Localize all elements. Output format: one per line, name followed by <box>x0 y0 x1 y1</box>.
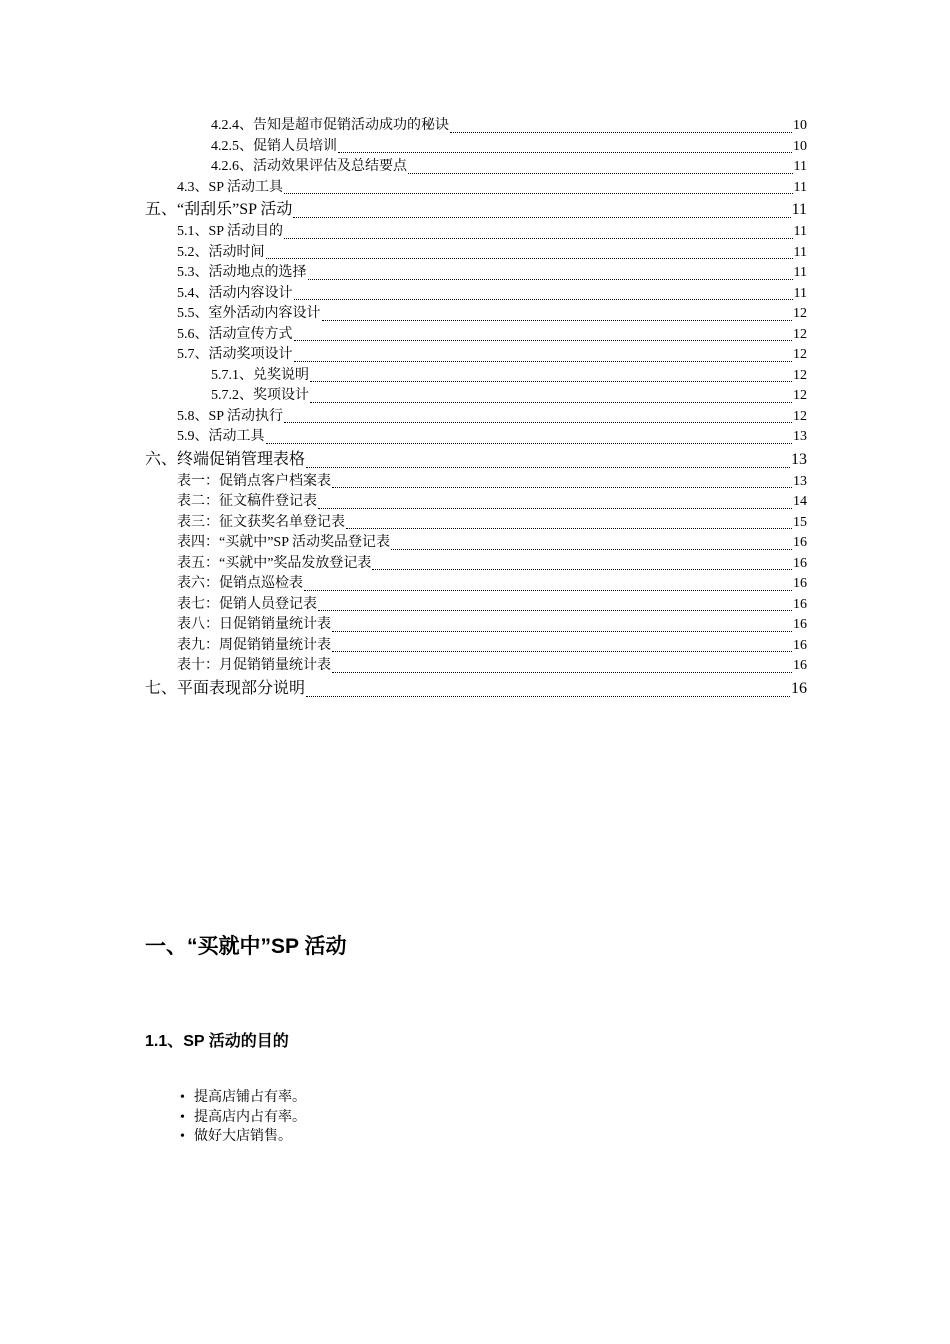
toc-entry-page-number: 11 <box>793 285 807 301</box>
toc-entry-label: 4.2.4、告知是超市促销活动成功的秘诀 <box>211 118 449 133</box>
toc-entry-page-number: 13 <box>791 450 807 468</box>
toc-entry[interactable] <box>0 656 807 677</box>
toc-entry[interactable] <box>0 116 807 137</box>
toc-entry-page-number: 16 <box>793 535 807 550</box>
toc-entry[interactable] <box>0 427 807 448</box>
toc-entry-page-number: 12 <box>793 388 807 403</box>
toc-entry-label: 5.1、SP 活动目的 <box>177 224 284 239</box>
toc-entry-label: 表四：“买就中”SP 活动奖品登记表 <box>177 535 390 550</box>
toc-entry[interactable] <box>0 198 807 222</box>
toc-entry[interactable] <box>0 492 807 513</box>
toc-entry-page-number: 11 <box>793 265 807 280</box>
toc-entry-label: 4.2.6、活动效果评估及总结要点 <box>211 159 407 174</box>
toc-entry-label: 五、“刮刮乐”SP 活动 <box>145 201 293 218</box>
bullet-text: 做好大店销售。 <box>194 1129 292 1144</box>
toc-entry-page-number: 10 <box>793 118 807 133</box>
bullet-text: 提高店铺占有率。 <box>194 1090 306 1105</box>
toc-entry[interactable] <box>0 574 807 595</box>
toc-entry[interactable] <box>0 243 807 264</box>
toc-leader-dots <box>284 193 792 194</box>
toc-entry[interactable] <box>0 448 807 472</box>
bullet-text: 提高店内占有率。 <box>194 1109 306 1125</box>
toc-entry-label: 5.4、活动内容设计 <box>177 285 293 301</box>
toc-entry-page-number: 14 <box>793 494 807 509</box>
bullet-item <box>180 1108 306 1128</box>
toc-entry-label: 表七：促销人员登记表 <box>177 596 317 612</box>
toc-leader-dots <box>346 528 792 529</box>
toc-entry-page-number: 16 <box>793 637 807 653</box>
toc-entry-label: 4.3、SP 活动工具 <box>177 179 284 195</box>
toc-entry[interactable] <box>0 345 807 366</box>
toc-leader-dots <box>306 696 790 697</box>
toc-entry[interactable] <box>0 595 807 616</box>
toc-entry-label: 5.2、活动时间 <box>177 244 265 260</box>
toc-entry[interactable] <box>0 407 807 428</box>
toc-entry[interactable] <box>0 178 807 199</box>
subsection-heading: 1.1、SP 活动的目的 <box>145 1033 289 1050</box>
toc-entry-page-number: 11 <box>793 224 807 239</box>
toc-leader-dots <box>266 258 793 259</box>
bullet-item <box>180 1088 306 1108</box>
toc-entry-label: 表二：征文稿件登记表 <box>177 494 317 509</box>
toc-entry-page-number: 10 <box>793 138 807 154</box>
toc-entry-page-number: 12 <box>793 408 807 424</box>
toc-leader-dots <box>306 467 790 468</box>
toc-leader-dots <box>266 443 793 444</box>
bullet-item <box>180 1127 306 1147</box>
bullet-icon: • <box>180 1109 185 1125</box>
toc-entry-label: 5.7.2、奖项设计 <box>211 388 309 403</box>
toc-leader-dots <box>284 422 792 423</box>
toc-leader-dots <box>332 631 792 632</box>
toc-entry-label: 5.7.1、兑奖说明 <box>211 367 309 383</box>
toc-entry-page-number: 16 <box>793 617 807 632</box>
toc-leader-dots <box>294 340 793 341</box>
toc-entry-page-number: 16 <box>791 679 807 697</box>
toc-entry-label: 表八：日促销销量统计表 <box>177 617 331 632</box>
toc-entry-label: 5.7、活动奖项设计 <box>177 347 293 362</box>
section-heading: 一、“买就中”SP 活动 <box>145 935 347 958</box>
toc-leader-dots <box>332 672 792 673</box>
toc-entry-page-number: 12 <box>793 347 807 362</box>
toc-entry[interactable] <box>0 325 807 346</box>
toc-leader-dots <box>450 132 792 133</box>
toc-entry[interactable] <box>0 263 807 284</box>
toc-leader-dots <box>304 590 792 591</box>
toc-entry-page-number: 11 <box>793 179 807 195</box>
toc-leader-dots <box>408 173 793 174</box>
toc-entry-label: 六、终端促销管理表格 <box>145 450 306 468</box>
table-of-contents <box>0 116 950 701</box>
toc-entry-page-number: 15 <box>793 514 807 530</box>
toc-entry[interactable] <box>0 366 807 387</box>
toc-leader-dots <box>293 217 790 218</box>
toc-entry[interactable] <box>0 386 807 407</box>
toc-entry-page-number: 13 <box>793 473 807 489</box>
toc-entry-page-number: 11 <box>793 159 807 174</box>
toc-leader-dots <box>332 487 792 488</box>
toc-leader-dots <box>338 152 792 153</box>
toc-entry[interactable] <box>0 137 807 158</box>
toc-leader-dots <box>318 508 792 509</box>
bullet-icon: • <box>180 1129 185 1144</box>
toc-entry-label: 5.9、活动工具 <box>177 429 265 444</box>
toc-entry-page-number: 13 <box>793 429 807 444</box>
toc-leader-dots <box>308 279 793 280</box>
toc-leader-dots <box>310 402 792 403</box>
toc-entry-page-number: 12 <box>793 326 807 342</box>
toc-leader-dots <box>294 361 793 362</box>
toc-entry[interactable] <box>0 533 807 554</box>
toc-entry-page-number: 11 <box>791 201 807 218</box>
toc-leader-dots <box>391 549 792 550</box>
toc-entry[interactable] <box>0 615 807 636</box>
toc-entry-label: 表九：周促销销量统计表 <box>177 637 331 653</box>
toc-entry-page-number: 16 <box>793 555 807 571</box>
toc-entry-label: 4.2.5、促销人员培训 <box>211 138 337 154</box>
toc-entry-label: 表十：月促销销量统计表 <box>177 658 331 673</box>
toc-leader-dots <box>318 610 792 611</box>
toc-entry-page-number: 12 <box>793 367 807 383</box>
toc-entry-label: 5.8、SP 活动执行 <box>177 408 284 424</box>
toc-entry-label: 表三：征文获奖名单登记表 <box>177 514 345 530</box>
bullet-icon: • <box>180 1090 185 1105</box>
toc-leader-dots <box>322 320 793 321</box>
toc-entry[interactable] <box>0 636 807 657</box>
toc-entry[interactable] <box>0 554 807 575</box>
toc-entry-label: 表一：促销点客户档案表 <box>177 473 331 489</box>
toc-entry[interactable] <box>0 677 807 701</box>
toc-entry-label: 表五：“买就中”奖品发放登记表 <box>177 555 372 571</box>
toc-entry-label: 5.5、室外活动内容设计 <box>177 306 321 321</box>
toc-entry-page-number: 12 <box>793 306 807 321</box>
toc-entry-label: 七、平面表现部分说明 <box>145 679 306 697</box>
bullet-list <box>180 1088 306 1147</box>
toc-entry[interactable] <box>0 157 807 178</box>
toc-leader-dots <box>332 651 792 652</box>
toc-entry[interactable] <box>0 284 807 305</box>
toc-entry[interactable] <box>0 304 807 325</box>
toc-entry[interactable] <box>0 222 807 243</box>
toc-leader-dots <box>310 381 792 382</box>
toc-leader-dots <box>284 238 792 239</box>
toc-entry-page-number: 16 <box>793 576 807 591</box>
toc-entry-label: 5.3、活动地点的选择 <box>177 265 307 280</box>
toc-entry-label: 表六：促销点巡检表 <box>177 576 303 591</box>
toc-entry-label: 5.6、活动宣传方式 <box>177 326 293 342</box>
toc-entry-page-number: 11 <box>793 244 807 260</box>
toc-leader-dots <box>372 569 792 570</box>
toc-entry-page-number: 16 <box>793 596 807 612</box>
toc-leader-dots <box>294 299 793 300</box>
toc-entry[interactable] <box>0 472 807 493</box>
toc-entry-page-number: 16 <box>793 658 807 673</box>
toc-entry[interactable] <box>0 513 807 534</box>
